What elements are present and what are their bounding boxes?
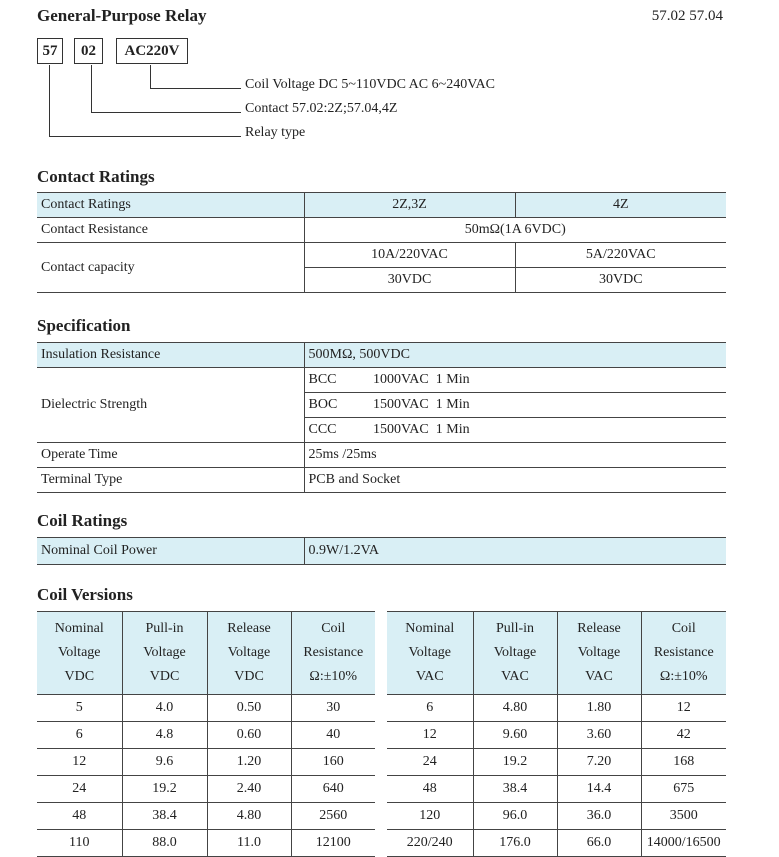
table-row: 6 4.8 0.60 40 — [37, 722, 375, 749]
leader-line — [150, 65, 151, 89]
contact-resistance-value: 50mΩ(1A 6VDC) — [304, 218, 726, 243]
table-row: 48 38.4 14.4 675 — [387, 776, 726, 803]
leader-line — [49, 65, 50, 137]
coil-voltage-label: Coil Voltage DC 5~110VDC AC 6~240VAC — [245, 77, 495, 92]
contact-ratings-2z3z: 2Z,3Z — [304, 193, 515, 218]
table-row: 120 96.0 36.0 3500 — [387, 803, 726, 830]
terminal-type-value: PCB and Socket — [304, 468, 726, 493]
contact-capacity-dc-a: 30VDC — [304, 268, 515, 293]
ac-header-release: Release Voltage VAC — [557, 612, 641, 695]
contact-capacity-ac-b: 5A/220VAC — [515, 243, 726, 268]
code-box-type: 57 — [37, 38, 63, 64]
terminal-type-label: Terminal Type — [37, 468, 304, 493]
dielectric-boc-value: 1500VAC 1 Min — [369, 393, 726, 418]
leader-line — [150, 88, 241, 89]
specification-heading: Specification — [37, 316, 131, 335]
dielectric-boc-name: BOC — [304, 393, 369, 418]
coil-versions-heading: Coil Versions — [37, 585, 133, 604]
leader-line — [91, 112, 241, 113]
code-box-voltage: AC220V — [116, 38, 188, 64]
table-row: 24 19.2 7.20 168 — [387, 749, 726, 776]
dielectric-ccc-name: CCC — [304, 418, 369, 443]
insulation-label: Insulation Resistance — [37, 343, 304, 368]
table-row: 6 4.80 1.80 12 — [387, 695, 726, 722]
operate-time-label: Operate Time — [37, 443, 304, 468]
dielectric-bcc-name: BCC — [304, 368, 369, 393]
table-row: 5 4.0 0.50 30 — [37, 695, 375, 722]
table-row: 12 9.6 1.20 160 — [37, 749, 375, 776]
ac-header-resistance: Coil Resistance Ω:±10% — [641, 612, 726, 695]
contact-resistance-label: Contact Resistance — [37, 218, 304, 243]
table-row: 110 88.0 11.0 12100 — [37, 830, 375, 857]
contact-ratings-4z: 4Z — [515, 193, 726, 218]
series-numbers: 57.02 57.04 — [651, 8, 723, 24]
leader-line — [91, 65, 92, 113]
specification-table — [37, 342, 726, 493]
ac-header-pullin: Pull-in Voltage VAC — [473, 612, 557, 695]
coil-versions-dc-table — [37, 611, 375, 857]
operate-time-value: 25ms /25ms — [304, 443, 726, 468]
contact-capacity-ac-a: 10A/220VAC — [304, 243, 515, 268]
dc-header-release: Release Voltage VDC — [207, 612, 291, 695]
table-row: 12 9.60 3.60 42 — [387, 722, 726, 749]
table-row: 220/240 176.0 66.0 14000/16500 — [387, 830, 726, 857]
coil-ratings-heading: Coil Ratings — [37, 511, 128, 530]
contact-ratings-label: Contact Ratings — [37, 193, 304, 218]
contact-capacity-dc-b: 30VDC — [515, 268, 726, 293]
table-row: 24 19.2 2.40 640 — [37, 776, 375, 803]
table-row: 48 38.4 4.80 2560 — [37, 803, 375, 830]
page-title: General-Purpose Relay — [37, 6, 207, 25]
coil-power-label: Nominal Coil Power — [37, 538, 304, 565]
insulation-value: 500MΩ, 500VDC — [304, 343, 726, 368]
dc-header-resistance: Coil Resistance Ω:±10% — [291, 612, 375, 695]
contact-capacity-label: Contact capacity — [37, 243, 304, 293]
ac-header-nominal: Nominal Voltage VAC — [387, 612, 473, 695]
dc-header-pullin: Pull-in Voltage VDC — [122, 612, 207, 695]
coil-ratings-table — [37, 537, 726, 565]
dielectric-label: Dielectric Strength — [37, 368, 304, 443]
coil-versions-ac-table — [387, 611, 726, 857]
dielectric-bcc-value: 1000VAC 1 Min — [369, 368, 726, 393]
coil-power-value: 0.9W/1.2VA — [304, 538, 726, 565]
contact-ratings-table — [37, 192, 726, 293]
code-box-contact: 02 — [74, 38, 103, 64]
leader-line — [49, 136, 241, 137]
dc-header-nominal: Nominal Voltage VDC — [37, 612, 122, 695]
relay-type-label: Relay type — [245, 125, 306, 140]
contact-ratings-heading: Contact Ratings — [37, 167, 155, 186]
contact-label: Contact 57.02:2Z;57.04,4Z — [245, 101, 398, 116]
dielectric-ccc-value: 1500VAC 1 Min — [369, 418, 726, 443]
